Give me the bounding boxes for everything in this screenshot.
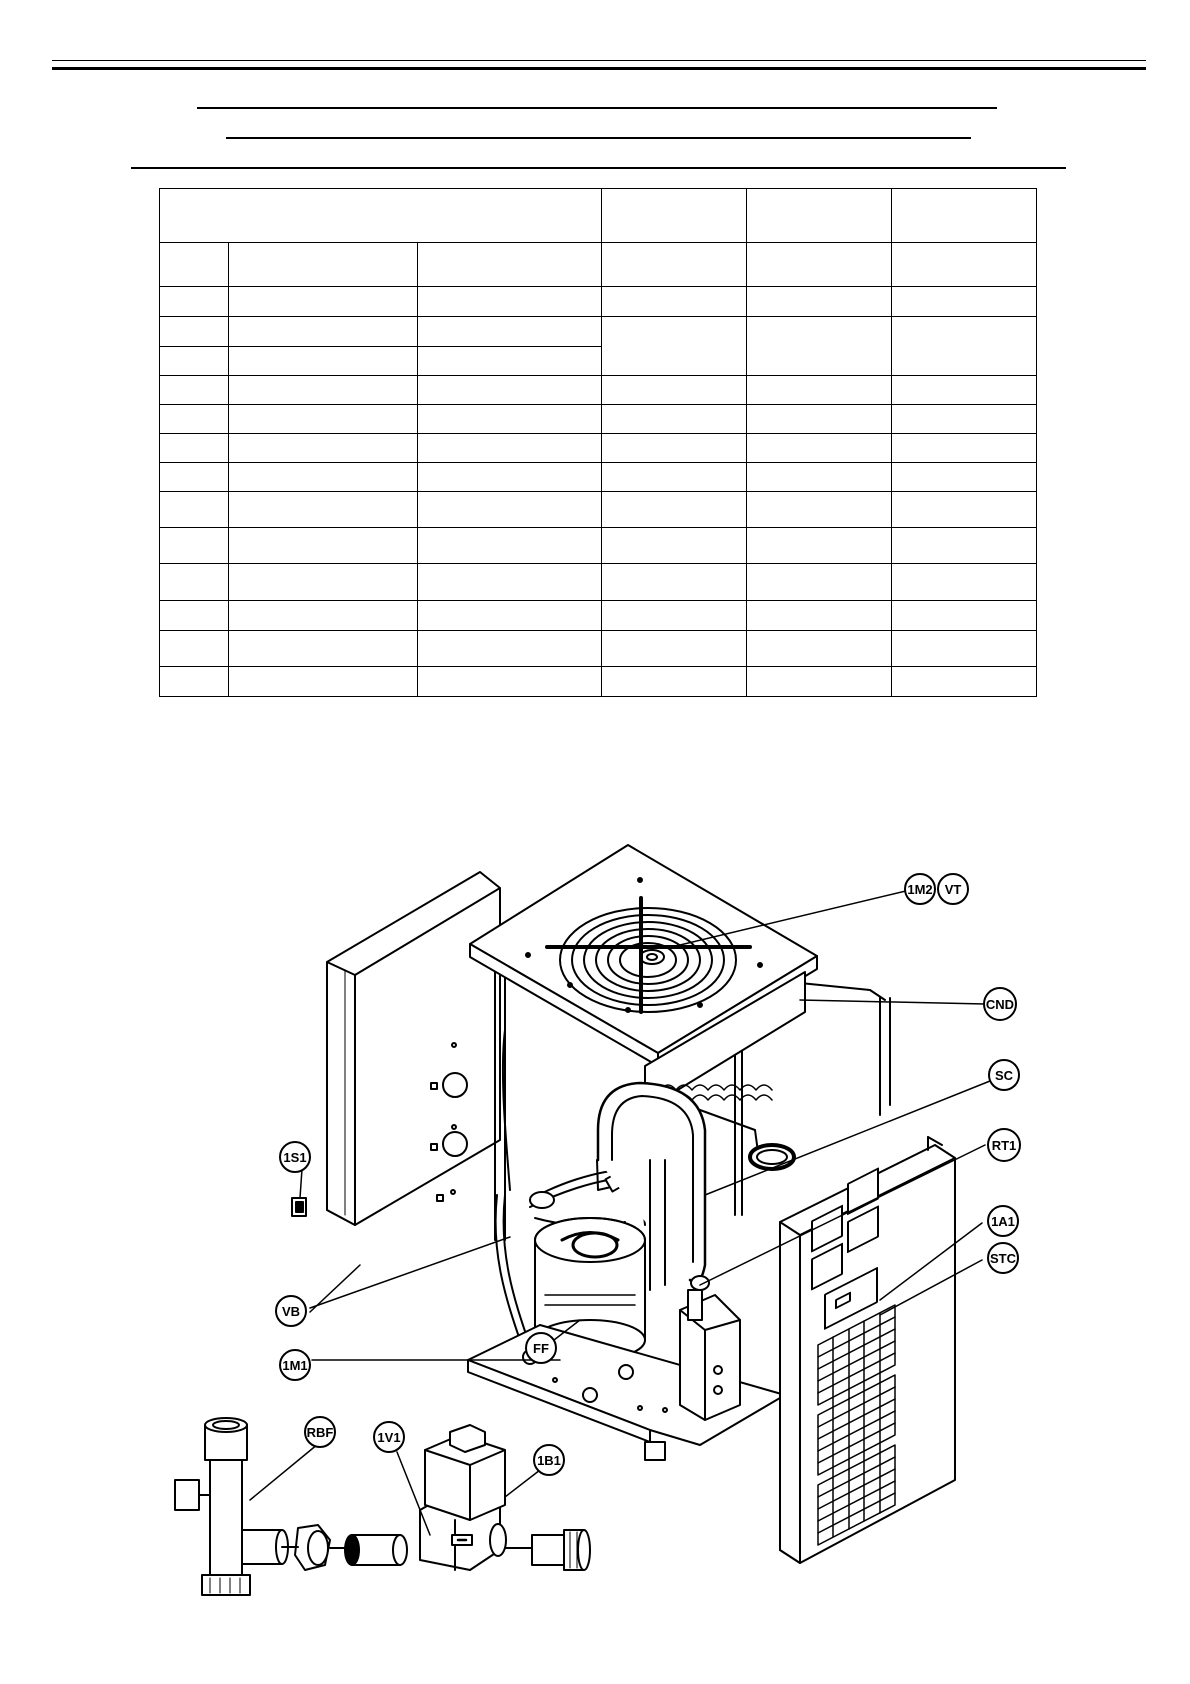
table-header-cell (747, 189, 892, 243)
front-panel-vent-grid (818, 1305, 895, 1545)
callout-cnd (984, 988, 1016, 1020)
table-header-cell (160, 189, 602, 243)
table-cell (747, 463, 892, 492)
table-cell (418, 433, 602, 462)
table-cell (747, 243, 892, 287)
svg-text:1M1: 1M1 (282, 1358, 308, 1373)
title-line-2 (226, 137, 971, 139)
table-cell (418, 317, 602, 346)
table-cell (229, 243, 418, 287)
header-rule-thick (52, 67, 1146, 70)
table-row (160, 433, 1037, 462)
table-cell (602, 666, 747, 696)
table-row (160, 528, 1037, 564)
table-header-cell (602, 189, 747, 243)
callout-vb (276, 1296, 306, 1326)
table-subheader-row (160, 243, 1037, 287)
callout-1v1 (374, 1422, 404, 1452)
table-cell (418, 630, 602, 666)
callout-vt (938, 874, 968, 904)
table-cell (418, 600, 602, 630)
table-cell (418, 564, 602, 600)
table-cell (160, 287, 229, 317)
callout-stc (988, 1243, 1018, 1273)
table-cell (229, 463, 418, 492)
table-cell (602, 404, 747, 433)
callout-sc (989, 1060, 1019, 1090)
table-cell (229, 528, 418, 564)
table-cell (160, 375, 229, 404)
table-cell (160, 666, 229, 696)
table-cell (747, 433, 892, 462)
table-cell (892, 463, 1037, 492)
table-cell (602, 492, 747, 528)
table-row (160, 600, 1037, 630)
table-cell (747, 630, 892, 666)
table-cell (892, 600, 1037, 630)
table-cell (160, 243, 229, 287)
table-cell (418, 528, 602, 564)
svg-text:FF: FF (533, 1341, 549, 1356)
table-cell (602, 630, 747, 666)
exploded-view-drawing (170, 835, 1050, 1615)
table-row (160, 492, 1037, 528)
table-cell (160, 463, 229, 492)
table-cell (229, 346, 418, 375)
hex-nut (282, 1525, 330, 1570)
svg-text:SC: SC (994, 1068, 1014, 1083)
table-cell (602, 287, 747, 317)
table-cell (229, 287, 418, 317)
table-cell (892, 433, 1037, 462)
table-cell (892, 287, 1037, 317)
table-cell (418, 243, 602, 287)
table-cell (747, 492, 892, 528)
svg-text:VB: VB (281, 1304, 301, 1319)
table-cell (602, 528, 747, 564)
table-cell (160, 528, 229, 564)
table-cell (747, 600, 892, 630)
table-row (160, 404, 1037, 433)
table-cell-merged (892, 317, 1037, 375)
table-cell (418, 375, 602, 404)
table-cell-merged (602, 317, 747, 375)
table-cell (892, 492, 1037, 528)
title-line-3 (131, 167, 1066, 169)
hose-adapter (330, 1535, 407, 1565)
table-cell (892, 666, 1037, 696)
svg-text:1M2: 1M2 (907, 882, 933, 897)
svg-text:VT: VT (944, 882, 962, 897)
callout-1b1 (534, 1445, 564, 1475)
table-cell (418, 287, 602, 317)
table-row (160, 287, 1037, 317)
svg-text:STC: STC (990, 1251, 1016, 1266)
table-cell (160, 404, 229, 433)
table-row (160, 564, 1037, 600)
svg-text:1V1: 1V1 (377, 1430, 401, 1445)
table-cell (160, 492, 229, 528)
table-cell (892, 564, 1037, 600)
table-cell (229, 375, 418, 404)
table-cell (747, 404, 892, 433)
svg-text:1A1: 1A1 (991, 1214, 1015, 1229)
callout-ff (526, 1333, 556, 1363)
table-cell (892, 404, 1037, 433)
table-cell (602, 564, 747, 600)
table-cell (229, 564, 418, 600)
table-cell (747, 287, 892, 317)
callout-1a1 (988, 1206, 1018, 1236)
table-row (160, 317, 1037, 346)
table-cell (229, 630, 418, 666)
table-cell-merged (747, 317, 892, 375)
table-header-cell (892, 189, 1037, 243)
svg-text:RBF: RBF (306, 1425, 334, 1440)
switch-1s1 (292, 1198, 306, 1216)
left-side-panel (327, 872, 500, 1225)
pipe-fitting (506, 1530, 590, 1570)
table-cell (747, 528, 892, 564)
table-cell (229, 600, 418, 630)
parts-table (159, 188, 1037, 697)
table-row (160, 666, 1037, 696)
electrical-box (680, 1290, 740, 1420)
table-cell (418, 492, 602, 528)
table-cell (160, 346, 229, 375)
table-cell (892, 630, 1037, 666)
table-cell (160, 630, 229, 666)
table-header-row (160, 189, 1037, 243)
callout-rbf (305, 1417, 335, 1447)
svg-text:1S1: 1S1 (283, 1150, 307, 1165)
table-cell (602, 375, 747, 404)
table-row (160, 463, 1037, 492)
table-cell (418, 463, 602, 492)
table-cell (892, 375, 1037, 404)
table-cell (160, 433, 229, 462)
table-cell (747, 564, 892, 600)
table-cell (229, 317, 418, 346)
header-rule-thin (52, 60, 1146, 61)
table-cell (418, 346, 602, 375)
table-cell (747, 375, 892, 404)
callout-1s1 (280, 1142, 310, 1172)
table-cell (160, 600, 229, 630)
callout-1m2 (905, 874, 935, 904)
table-cell (602, 243, 747, 287)
table-cell (602, 433, 747, 462)
table-cell (229, 433, 418, 462)
svg-text:RT1: RT1 (991, 1138, 1017, 1153)
table-cell (602, 600, 747, 630)
table-cell (160, 564, 229, 600)
svg-text:CND: CND (985, 997, 1015, 1012)
table-cell (229, 404, 418, 433)
table-cell (229, 492, 418, 528)
solenoid-coil-1b1 (425, 1425, 505, 1520)
callout-1m1 (280, 1350, 310, 1380)
title-line-1 (197, 107, 997, 109)
table-cell (892, 528, 1037, 564)
table-cell (602, 463, 747, 492)
ball-valve-rbf (175, 1418, 288, 1595)
table-row (160, 630, 1037, 666)
table-cell (418, 666, 602, 696)
table-cell (747, 666, 892, 696)
svg-text:1B1: 1B1 (537, 1453, 561, 1468)
table-cell (229, 666, 418, 696)
table-cell (892, 243, 1037, 287)
table-cell (160, 317, 229, 346)
table-row (160, 375, 1037, 404)
callout-rt1 (988, 1129, 1020, 1161)
table-cell (418, 404, 602, 433)
